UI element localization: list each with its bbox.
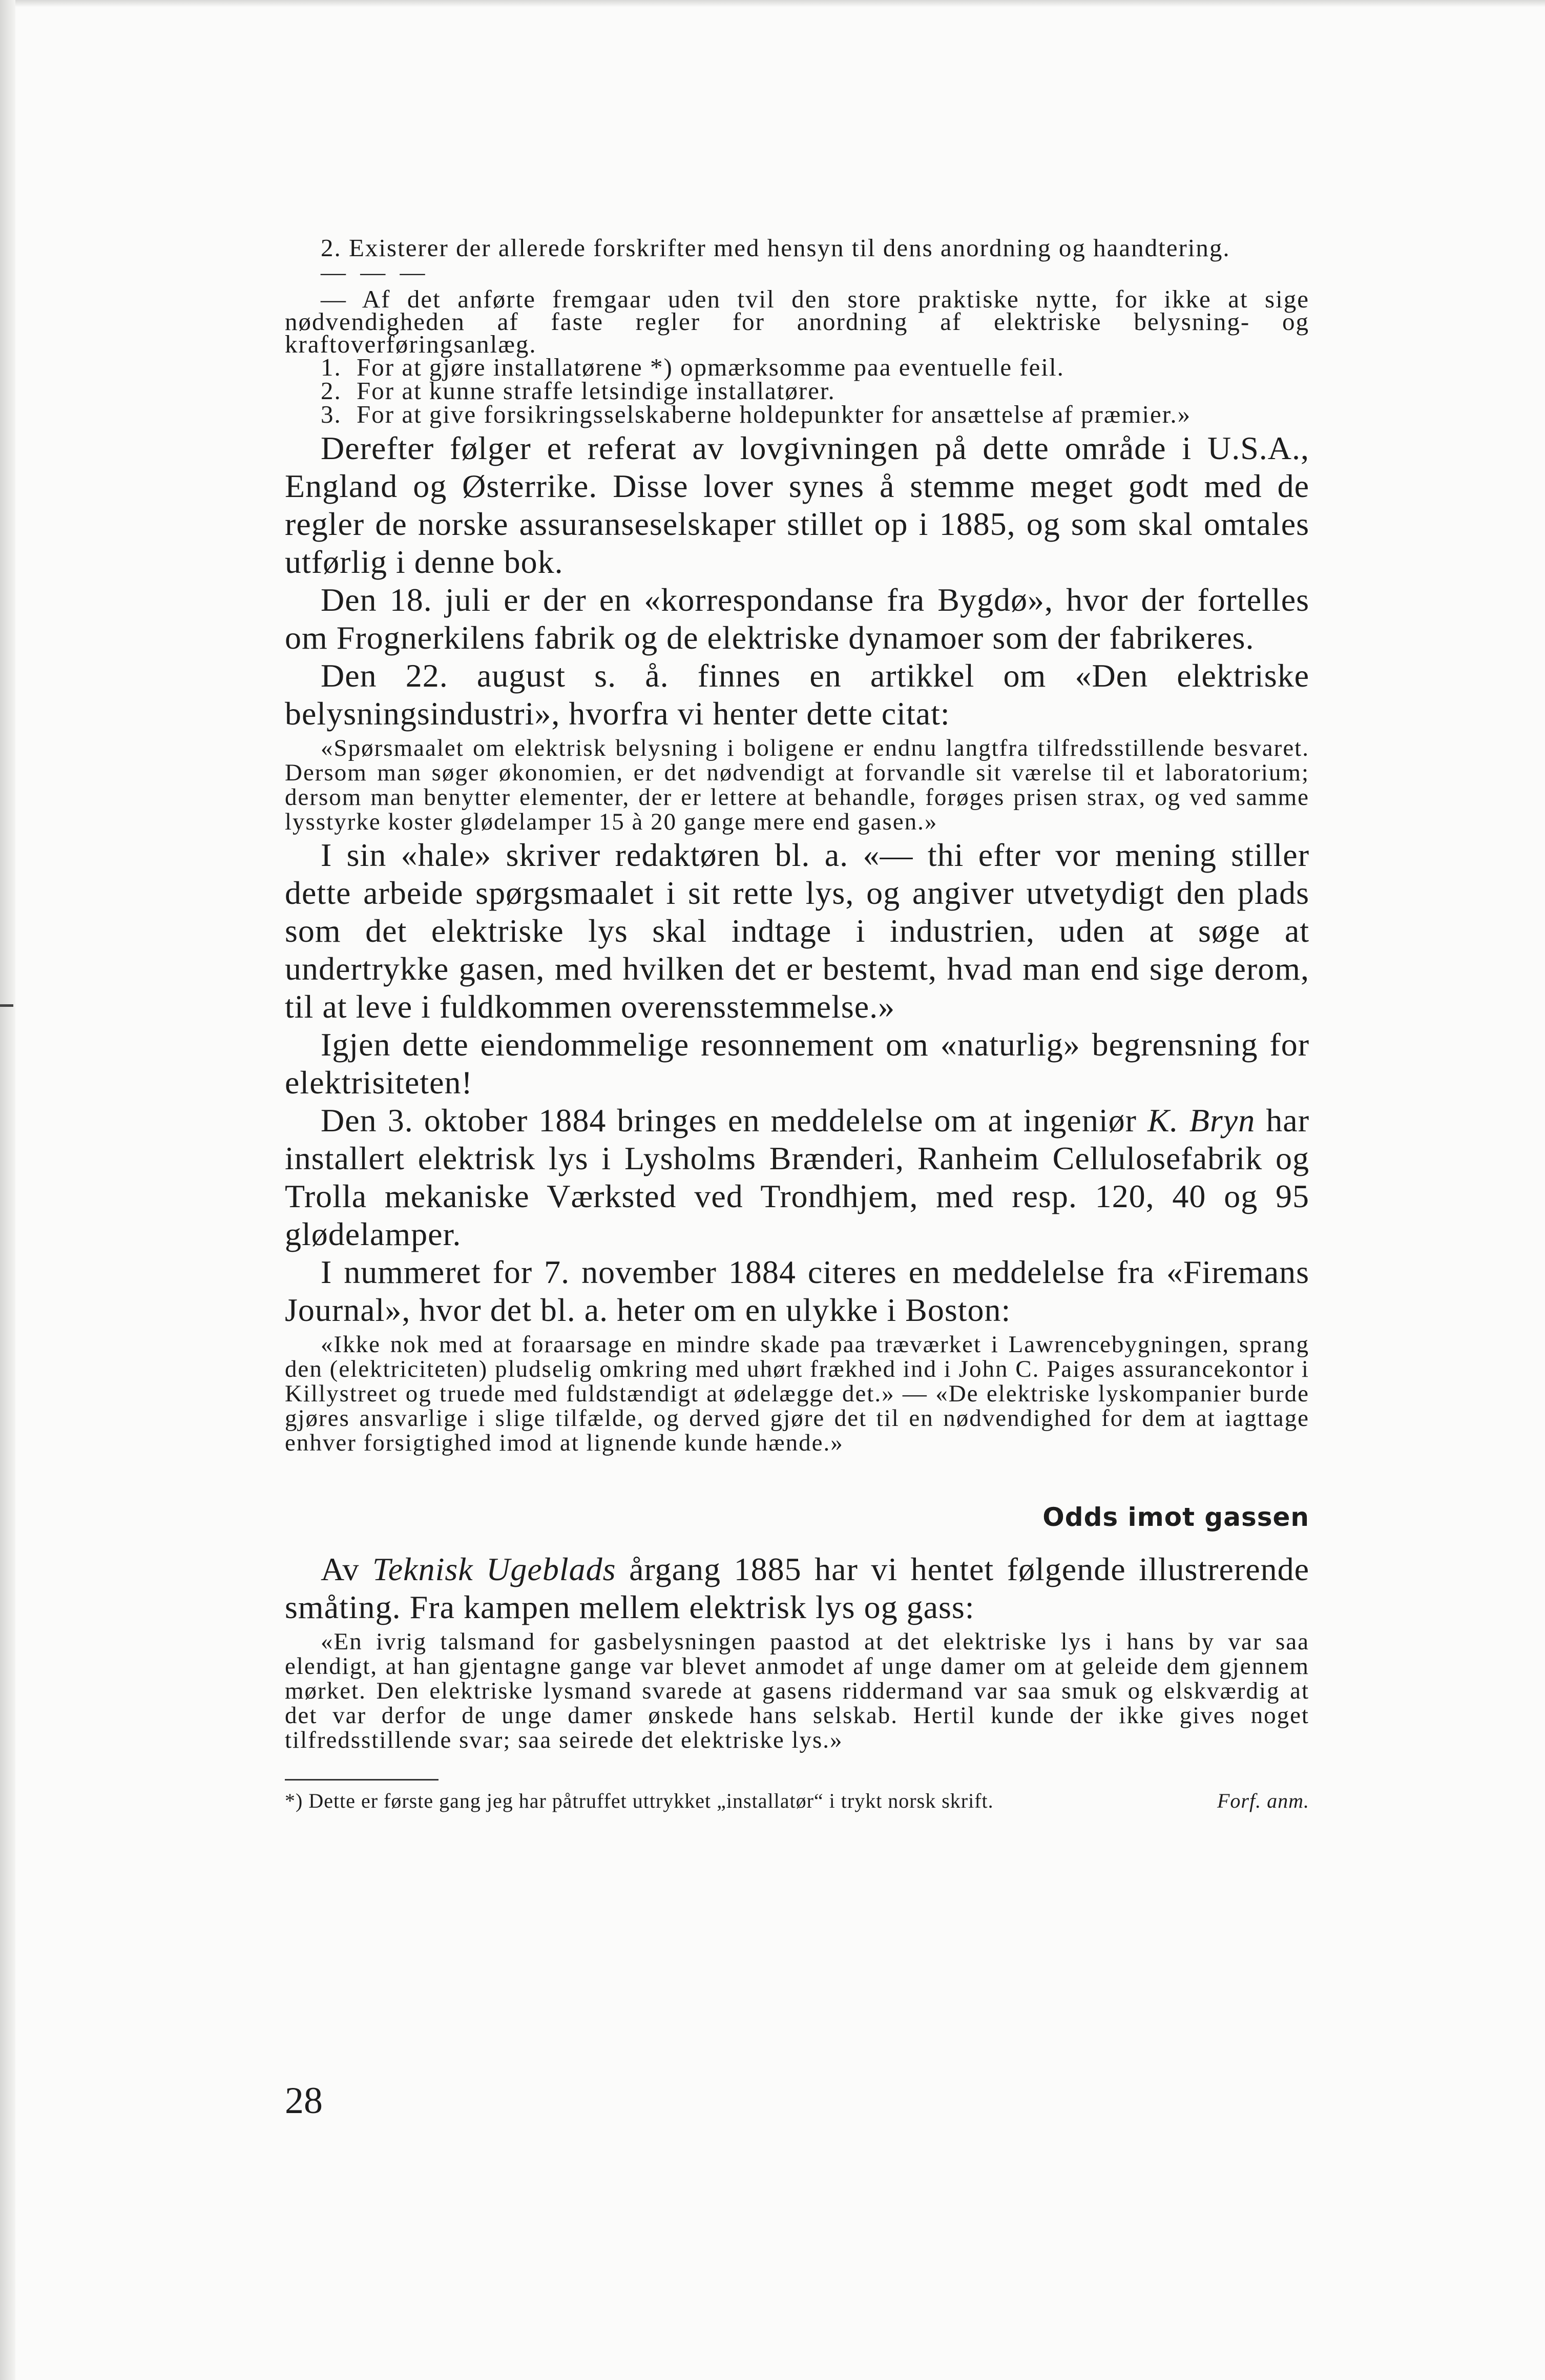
list-item-2-intro: 2. Existerer der allerede forskrifter med hensyn til dens anordning og haandtering. xyxy=(321,234,1230,262)
opening-paragraph: — Af det anførte fremgaar uden tvil den store praktiske nytte, for ikke at sige nødvendigheden af faste regler for anordning af elektriske belysning- og kraftoverføringsanlæg. xyxy=(285,285,1309,358)
footnote-text: *) Dette er første gang jeg har påtruffet uttrykket „installatør“ i trykt norsk skrift. xyxy=(285,1789,994,1812)
text-run: årgang 1885 har vi hentet følgende illustrerende småting. Fra kampen mellem elektrisk lys og gass: xyxy=(285,1551,1310,1625)
body-paragraph: Den 22. august s. å. finnes en artikkel om «Den elektriske belysningsindustri», hvorfra vi henter dette citat: xyxy=(285,657,1309,732)
page-body xyxy=(285,234,1310,1812)
text-run: Den 3. oktober 1884 bringes en meddelelse om at ingeniør xyxy=(321,1102,1147,1139)
page-number: 28 xyxy=(285,2080,323,2122)
footnote-attribution: Forf. anm. xyxy=(1217,1789,1309,1812)
text-run: Av xyxy=(321,1551,373,1587)
list-text: For at give forsikringsselskaberne holdepunkter for ansættelse af præmier.» xyxy=(357,400,1192,428)
list-item xyxy=(285,400,1309,428)
text-run: har installert elektrisk lys i Lysholms Brænderi, Ranheim Cellulosefabrik og Trolla mekaniske Værksted ved Trondhjem, med resp. 120, 40 og 95 glødelamper. xyxy=(285,1102,1309,1252)
body-paragraph xyxy=(285,1102,1309,1253)
list-number: 3. xyxy=(321,400,342,428)
list-number: 2. xyxy=(321,377,342,405)
publication-title: Teknisk Ugeblads xyxy=(372,1551,616,1587)
body-paragraph: Derefter følger et referat av lovgivningen på dette område i U.S.A., England og Østerrike. Disse lover synes å stemme meget godt med de regler de norske assuranseselskaper stillet op i 1885, og som skal omtales utførlig i denne bok. xyxy=(285,430,1309,580)
footnote xyxy=(285,1790,1309,1812)
footnote-divider xyxy=(285,1779,439,1781)
person-name: K. Bryn xyxy=(1147,1102,1256,1139)
block-quote: «En ivrig talsmand for gasbelysningen paastod at det elektriske lys i hans by var saa elendigt, at han gjentagne gange var blevet anmodet af unge damer om at geleide dem gjennem mørket. Den elektriske lysmand svarede at gasens riddermand var saa smuk og elskværdig at det var derfor de unge damer ønskede hans selskab. Hertil kunde der ikke gives noget tilfredsstillende svar; saa seirede det elektriske lys.» xyxy=(285,1628,1309,1753)
list-item xyxy=(285,353,1309,381)
list-text: For at kunne straffe letsindige installatører. xyxy=(357,377,836,405)
list-number: 1. xyxy=(321,353,342,381)
page-top-shadow xyxy=(0,0,1545,7)
block-quote: «Ikke nok med at foraarsage en mindre skade paa træværket i Lawrencebygningen, sprang den (elektriciteten) pludselig omkring med uhørt frækhed ind i John C. Paiges assurancekontor i Killystreet og truede med fuldstændigt at ødelægge det.» — «De elektriske lyskompanier burde gjøres ansvarlige i slige tilfælde, og derved gjøre det til en nødvendighed for dem at iagttage enhver forsigtighed imod at lignende kunde hænde.» xyxy=(285,1331,1309,1456)
list-text: For at gjøre installatørene *) opmærksomme paa eventuelle feil. xyxy=(357,353,1064,381)
margin-mark xyxy=(0,1004,13,1007)
body-paragraph xyxy=(285,1550,1309,1626)
list-item xyxy=(285,379,1309,403)
body-paragraph: I sin «hale» skriver redaktøren bl. a. «— thi efter vor mening stiller dette arbeide spørgsmaalet i sit rette lys, og angiver utvetydigt den plads som det elektriske lys skal indtage i industrien, uden at søge at undertrykke gasen, med hvilken det er bestemt, hvad man end sige derom, til at leve i fuldkommen overensstemmelse.» xyxy=(285,837,1309,1025)
body-paragraph: I nummeret for 7. november 1884 citeres en meddelelse fra «Firemans Journal», hvor det bl. a. heter om en ulykke i Boston: xyxy=(285,1254,1309,1328)
body-paragraph: Igjen dette eiendommelige resonnement om «naturlig» begrensning for elektrisiteten! xyxy=(285,1026,1309,1101)
block-quote: «Spørsmaalet om elektrisk belysning i boligene er endnu langtfra tilfredsstillende besvaret. Dersom man søger økonomien, er det nødvendigt at forvandle sit værelse til et laboratorium; dersom man benytter elementer, der er lettere at behandle, forøges prisen strax, og ved samme lysstyrke koster glødelamper 15 à 20 gange mere end gasen.» xyxy=(285,735,1309,835)
body-paragraph: Den 18. juli er der en «korrespondanse fra Bygdø», hvor der fortelles om Frognerkilens fabrik og de elektriske dynamoer som der fabrikeres. xyxy=(285,582,1309,656)
numbered-list xyxy=(285,353,1309,428)
section-heading: Odds imot gassen xyxy=(1042,1502,1309,1532)
section-divider-dashes: — — — xyxy=(321,258,429,286)
page-binding-edge xyxy=(0,0,15,2380)
